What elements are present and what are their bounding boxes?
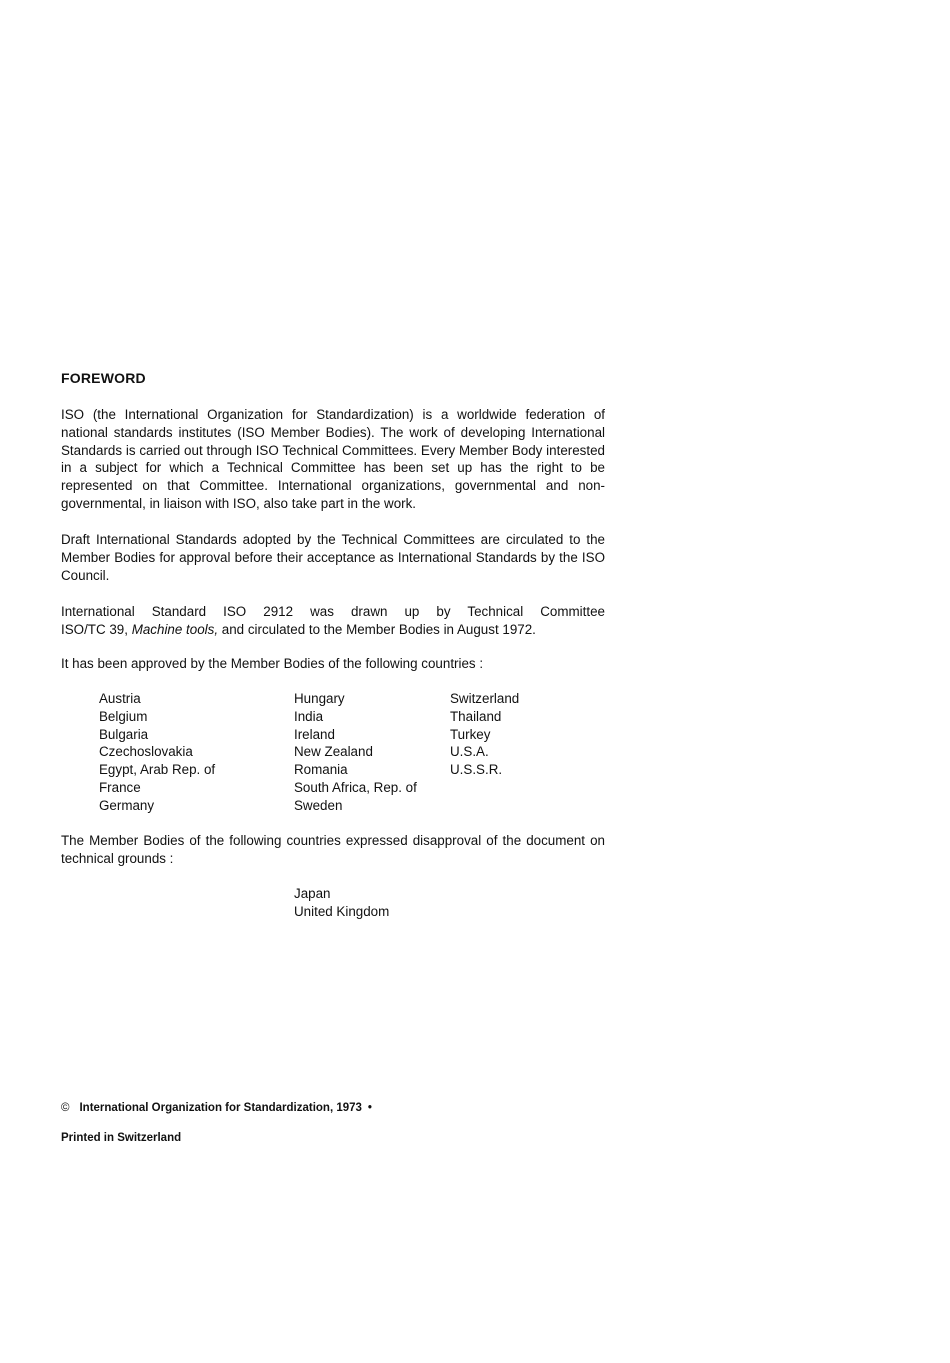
printed-in-note: Printed in Switzerland <box>61 1132 182 1144</box>
approving-countries-column-2 <box>294 690 417 815</box>
country-item: Bulgaria <box>99 726 149 742</box>
country-item: Belgium <box>99 708 148 724</box>
copyright-symbol: © <box>61 1102 70 1114</box>
bullet-mark: • <box>367 1102 372 1114</box>
country-item: Thailand <box>450 708 502 724</box>
standard-origin-line2 <box>61 621 605 639</box>
country-item: Turkey <box>450 726 491 742</box>
country-item: Czechoslovakia <box>99 744 193 760</box>
country-item: Switzerland <box>450 691 520 706</box>
standard-origin-line1: International Standard ISO 2912 was drawn up by Technical Committee <box>61 604 605 619</box>
country-item: France <box>99 779 141 795</box>
copyright-text: International Organization for Standardization, 1973 <box>79 1102 362 1114</box>
country-item: Sweden <box>294 797 343 813</box>
disapproving-countries-list <box>294 885 389 921</box>
country-item: Japan <box>294 886 331 901</box>
country-item: Romania <box>294 762 348 778</box>
country-item: Ireland <box>294 726 335 742</box>
approving-countries-column-3 <box>450 690 519 779</box>
country-item: United Kingdom <box>294 903 390 919</box>
intro-paragraph: ISO (the International Organization for Standardization) is a worldwide federation of national standards institutes (ISO Member Bodies). The work of developing International Standards is carried out through ISO Technical Committees. Every Member Body interested in a subject for which a Technical Committee has been set up has the right to be represented on that Committee. International organizations, governmental and non-governmental, in liaison with ISO, also take part in the work. <box>61 407 605 511</box>
country-item: Germany <box>99 797 155 813</box>
country-item: Egypt, Arab Rep. of <box>99 762 216 778</box>
circulation-note: and circulated to the Member Bodies in August 1972. <box>218 621 536 637</box>
committee-title: Machine tools, <box>131 621 219 637</box>
foreword-heading: FOREWORD <box>61 370 146 386</box>
committee-prefix: ISO/TC 39, <box>61 621 132 637</box>
country-item: U.S.S.R. <box>450 762 503 778</box>
country-item: Hungary <box>294 691 345 706</box>
copyright-line <box>61 1102 372 1114</box>
country-item: South Africa, Rep. of <box>294 779 417 795</box>
draft-standards-paragraph: Draft International Standards adopted by the Technical Committees are circulated to the Member Bodies for approval before their acceptance as International Standards by the ISO Council. <box>61 532 605 583</box>
approval-intro: It has been approved by the Member Bodies of the following countries : <box>61 656 484 671</box>
standard-origin-paragraph <box>61 603 605 639</box>
country-item: New Zealand <box>294 744 373 760</box>
country-item: Austria <box>99 691 141 706</box>
disapproval-paragraph: The Member Bodies of the following countries expressed disapproval of the document on technical grounds : <box>61 833 605 866</box>
country-item: U.S.A. <box>450 744 489 760</box>
country-item: India <box>294 708 324 724</box>
approving-countries-column-1 <box>99 690 215 815</box>
